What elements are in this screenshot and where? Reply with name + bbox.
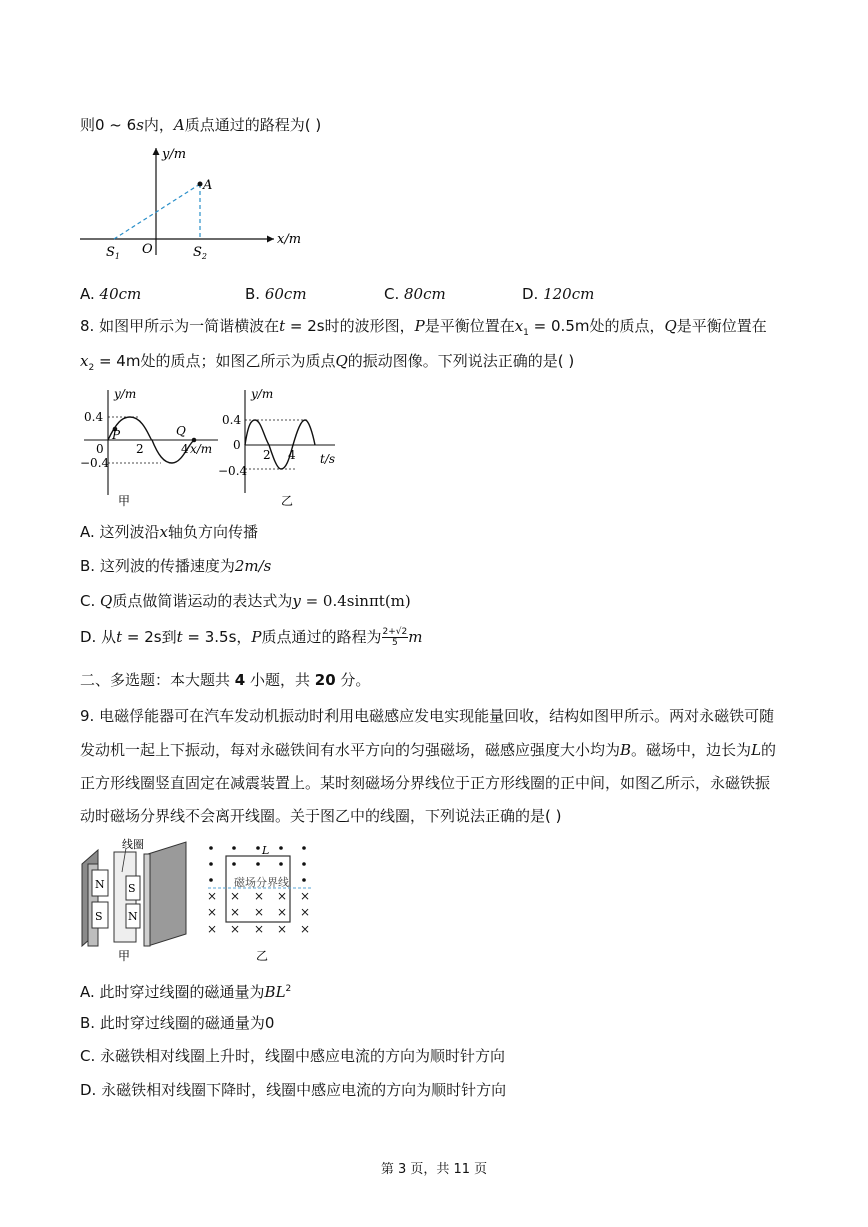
y-axis-label: y/m	[162, 147, 187, 162]
svg-text:×: ×	[254, 922, 265, 936]
boundary-label: 磁场分界线	[234, 876, 289, 889]
p-label: P	[112, 428, 121, 442]
q9-option-c[interactable]: C. 永磁铁相对线圈上升时，线圈中感应电流的方向为顺时针方向	[80, 1047, 506, 1065]
magnet-n2-label: N	[128, 910, 138, 923]
section-heading-multiple-choice: 二、多选题：本大题共 4 小题，共 20 分。	[80, 671, 371, 689]
zero-label: 0	[96, 442, 104, 456]
svg-text:×: ×	[207, 905, 218, 919]
x-axis-label: x/m	[277, 232, 302, 247]
caption-jia: 甲	[118, 494, 131, 508]
origin-label: O	[142, 242, 153, 257]
dashed-line-s1-a	[114, 184, 200, 239]
y-bottom-label: −0.4	[218, 464, 248, 478]
q8-option-b[interactable]: B. 这列波的传播速度为2m/s	[80, 557, 272, 575]
point-a-label: A	[203, 178, 213, 193]
coil-label: 线圈	[122, 838, 144, 851]
q7-option-d[interactable]: D. 120cm	[522, 285, 595, 303]
y-axis-label: y/m	[114, 387, 137, 401]
q8-stem-line1: 8. 如图甲所示为一简谐横波在t = 2s时的波形图，P是平衡位置在$x_1 = 0.5m$处的质点，Q是平衡位置在	[80, 317, 767, 338]
q7-option-a[interactable]: A. 40cm	[80, 285, 142, 303]
q-label: Q	[176, 424, 186, 438]
x-axis-label: x/m	[190, 442, 213, 456]
svg-text:×: ×	[300, 905, 311, 919]
q9-option-d[interactable]: D. 永磁铁相对线圈下降时，线圈中感应电流的方向为顺时针方向	[80, 1081, 507, 1099]
s2-label: $S_2$	[193, 245, 207, 261]
q8-figure-jia	[78, 385, 223, 510]
q7-option-b[interactable]: B. 60cm	[245, 285, 307, 303]
field-crosses	[207, 889, 310, 936]
magnet-n1-label: N	[95, 878, 105, 891]
caption-yi: 乙	[281, 494, 294, 508]
q7-option-c[interactable]: C. 80cm	[384, 285, 446, 303]
fraction: $\frac{2+√2}{5}$	[382, 627, 408, 648]
q9-stem-line4: 动时磁场分界线不会离开线圈。关于图乙中的线圈，下列说法正确的是( )	[80, 807, 562, 825]
svg-text:×: ×	[230, 922, 241, 936]
q9-option-a[interactable]: A. 此时穿过线圈的磁通量为$BL^2$	[80, 983, 292, 1001]
svg-text:×: ×	[277, 905, 288, 919]
q8-stem-line2: $x_2 = 4m$处的质点；如图乙所示为质点Q的振动图像。下列说法正确的是( )	[80, 352, 575, 373]
svg-text:×: ×	[254, 905, 265, 919]
y-top-label: 0.4	[222, 413, 242, 427]
svg-text:×: ×	[230, 905, 241, 919]
tick-4-label: 4	[181, 442, 189, 456]
tick-2-label: 2	[136, 442, 144, 456]
svg-text:×: ×	[277, 922, 288, 936]
q9-stem-line2: 发动机一起上下振动，每对永磁铁间有水平方向的匀强磁场，磁感应强度大小均为B。磁场中，边长为L的	[80, 741, 777, 759]
tick-2-label: 2	[263, 448, 271, 462]
q8-option-a[interactable]: A. 这列波沿x轴负方向传播	[80, 523, 259, 541]
coil-side-label: L	[262, 844, 270, 857]
magnet-s1-label: S	[128, 882, 136, 895]
right-magnet-plate-front	[144, 854, 150, 946]
zero-label: 0	[233, 438, 241, 452]
y-axis-label: y/m	[251, 387, 274, 401]
q9-figure-yi	[198, 836, 318, 966]
q7-figure	[78, 140, 308, 265]
y-bottom-label: −0.4	[80, 456, 110, 470]
q9-stem-line1: 9. 电磁俘能器可在汽车发动机振动时利用电磁感应发电实现能量回收，结构如图甲所示。两对永磁铁可随	[80, 707, 775, 725]
caption-jia: 甲	[118, 949, 131, 963]
q9-stem-line3: 正方形线圈竖直固定在减震装置上。某时刻磁场分界线位于正方形线圈的正中间，如图乙所示，永磁铁振	[80, 774, 771, 792]
q8-option-d[interactable]: D. 从t = 2s到t = 3.5s，P质点通过的路程为 $\frac{2+√2}{5}$ m	[80, 627, 423, 648]
q9-option-b[interactable]: B. 此时穿过线圈的磁通量为0	[80, 1014, 275, 1032]
x-axis-label: t/s	[320, 452, 336, 466]
tick-4-label: 4	[288, 448, 296, 462]
svg-text:×: ×	[254, 889, 265, 903]
magnet-s2-label: S	[95, 910, 103, 923]
svg-text:×: ×	[230, 889, 241, 903]
caption-yi: 乙	[256, 949, 269, 963]
svg-text:×: ×	[300, 889, 311, 903]
s1-label: $S_1$	[106, 245, 120, 261]
q9-figure-jia	[78, 836, 193, 966]
svg-text:×: ×	[207, 922, 218, 936]
svg-text:×: ×	[300, 922, 311, 936]
svg-text:×: ×	[207, 889, 218, 903]
y-top-label: 0.4	[84, 410, 104, 424]
q7-stem: 则0 ~ 6s内，A质点通过的路程为( )	[80, 116, 322, 134]
point-a-dot	[198, 182, 203, 187]
page-footer: 第 3 页，共 11 页	[380, 1162, 488, 1177]
svg-text:×: ×	[277, 889, 288, 903]
right-magnet-plate-side	[148, 842, 186, 946]
q8-option-c[interactable]: C. Q质点做简谐运动的表达式为y = 0.4sinπt(m)	[80, 592, 411, 610]
q8-figure-yi	[217, 385, 347, 510]
